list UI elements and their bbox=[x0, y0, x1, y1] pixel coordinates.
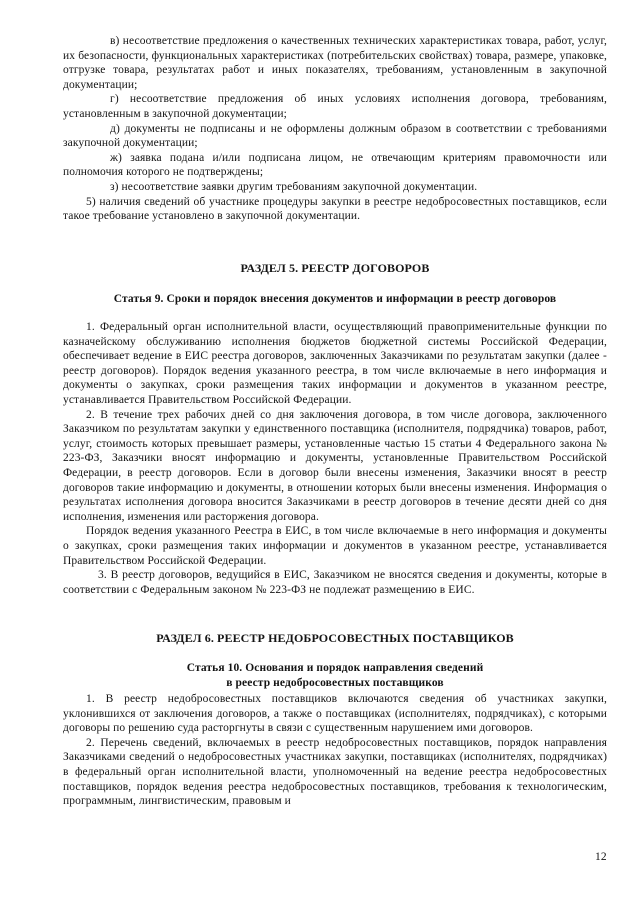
article10-paragraph-1: 1. В реестр недобросовестных поставщиков включаются сведения об участниках закупки, уклонившихся от заключения договоров, а также о поставщиках (исполнителях, подрядчиках), с которыми договоры по решению суда расторгнуты в связи с существенным нарушением ими договоров. bbox=[63, 693, 607, 735]
article9-body bbox=[63, 320, 607, 597]
list-item-g: г) несоответствие предложения об иных условиях исполнения договора, требованиям, установленным в закупочной документации; bbox=[63, 93, 607, 120]
article10-title-line1: Статья 10. Основания и порядок направления сведений bbox=[186, 662, 484, 674]
intro-list bbox=[63, 34, 607, 224]
list-item-z: з) несоответствие заявки другим требованиям закупочной документации. bbox=[110, 180, 478, 193]
article10-title-line2: в реестр недобросовестных поставщиков bbox=[226, 677, 444, 689]
list-item-5: 5) наличия сведений об участнике процедуры закупки в реестре недобросовестных поставщиков, если такое требование установлено в закупочной документации. bbox=[63, 195, 607, 223]
article9-paragraph-procedure: Порядок ведения указанного Реестра в ЕИС, в том числе включаемые в него информация и документы о закупках, сроки размещения таких информации и документов в указанном реестре, устанавливается Правительством Российской Федерации. bbox=[63, 525, 607, 567]
article10-body bbox=[63, 692, 607, 809]
section6-title: РАЗДЕЛ 6. РЕЕСТР НЕДОБРОСОВЕСТНЫХ ПОСТАВЩИКОВ bbox=[156, 631, 514, 645]
article10-paragraph-2: 2. Перечень сведений, включаемых в реестр недобросовестных поставщиков, порядок направления Заказчиками сведений о недобросовестных участниках закупки, поставщиках (исполнителях, подрядчиках) в федеральный орган исполнительной власти, уполномоченный на ведение реестра недобросовестных поставщиков, порядок ведения реестра недобросовестных поставщиков, требования к технологическим, программным, лингвистическим, правовым и bbox=[63, 736, 607, 808]
section5-title: РАЗДЕЛ 5. РЕЕСТР ДОГОВОРОВ bbox=[240, 261, 430, 275]
list-item-zh: ж) заявка подана и/или подписана лицом, не отвечающим критериям правомочности или полномочия которого не подтверждены; bbox=[63, 151, 607, 179]
article9-paragraph-3: 3. В реестр договоров, ведущийся в ЕИС, Заказчиком не вносятся сведения и документы, которые в соответствии с Федеральным законом № 223-ФЗ не подлежат размещению в ЕИС. bbox=[63, 569, 607, 596]
page-number: 12 bbox=[595, 851, 607, 863]
article9-paragraph-1: 1. Федеральный орган исполнительной власти, осуществляющий правоприменительные функции по казначейскому обслуживанию исполнения бюджетов бюджетной системы Российской Федерации, обеспечивает ведение в ЕИС реестра договоров, заключенных Заказчиками по результатам закупки (далее - реестр договоров). Порядок ведения указанного реестра, в том числе включаемые в него информация и документы о закупках, сроки размещения таких информации и документов в указанном реестре, устанавливается Правительством Российской Федерации. bbox=[63, 321, 607, 406]
list-item-d: д) документы не подписаны и не оформлены должным образом в соответствии с требованиями закупочной документации; bbox=[63, 122, 607, 150]
article9-paragraph-2: 2. В течение трех рабочих дней со дня заключения договора, в том числе договора, заключенного Заказчиком по результатам закупки у единственного поставщика (исполнителя, подрядчика) товаров, работ, услуг, стоимость которых превышает размеры, установленные частью 15 статьи 4 Федерального закона № 223-ФЗ, Заказчики вносят информацию и документы, установленные Правительством Российской Федерации, в реестр договоров. Если в договор были внесены изменения, Заказчики вносят в реестр договоров такие информацию и документы, в отношении которых были внесены изменения. Информация о результатах исполнения договора вносится Заказчиками в реестр договоров в течение десяти дней со дня исполнения, изменения или расторжения договора. bbox=[63, 408, 607, 523]
article9-title: Статья 9. Сроки и порядок внесения документов и информации в реестр договоров bbox=[113, 293, 557, 305]
list-item-v: в) несоответствие предложения о качественных технических характеристиках товара, работ, услуг, их безопасности, функциональных характеристиках (потребительских свойствах) товара, размере, упаковке, отгрузке товара, результатах работ и иных показателях, требованиям, установленным в закупочной документации; bbox=[63, 35, 607, 91]
